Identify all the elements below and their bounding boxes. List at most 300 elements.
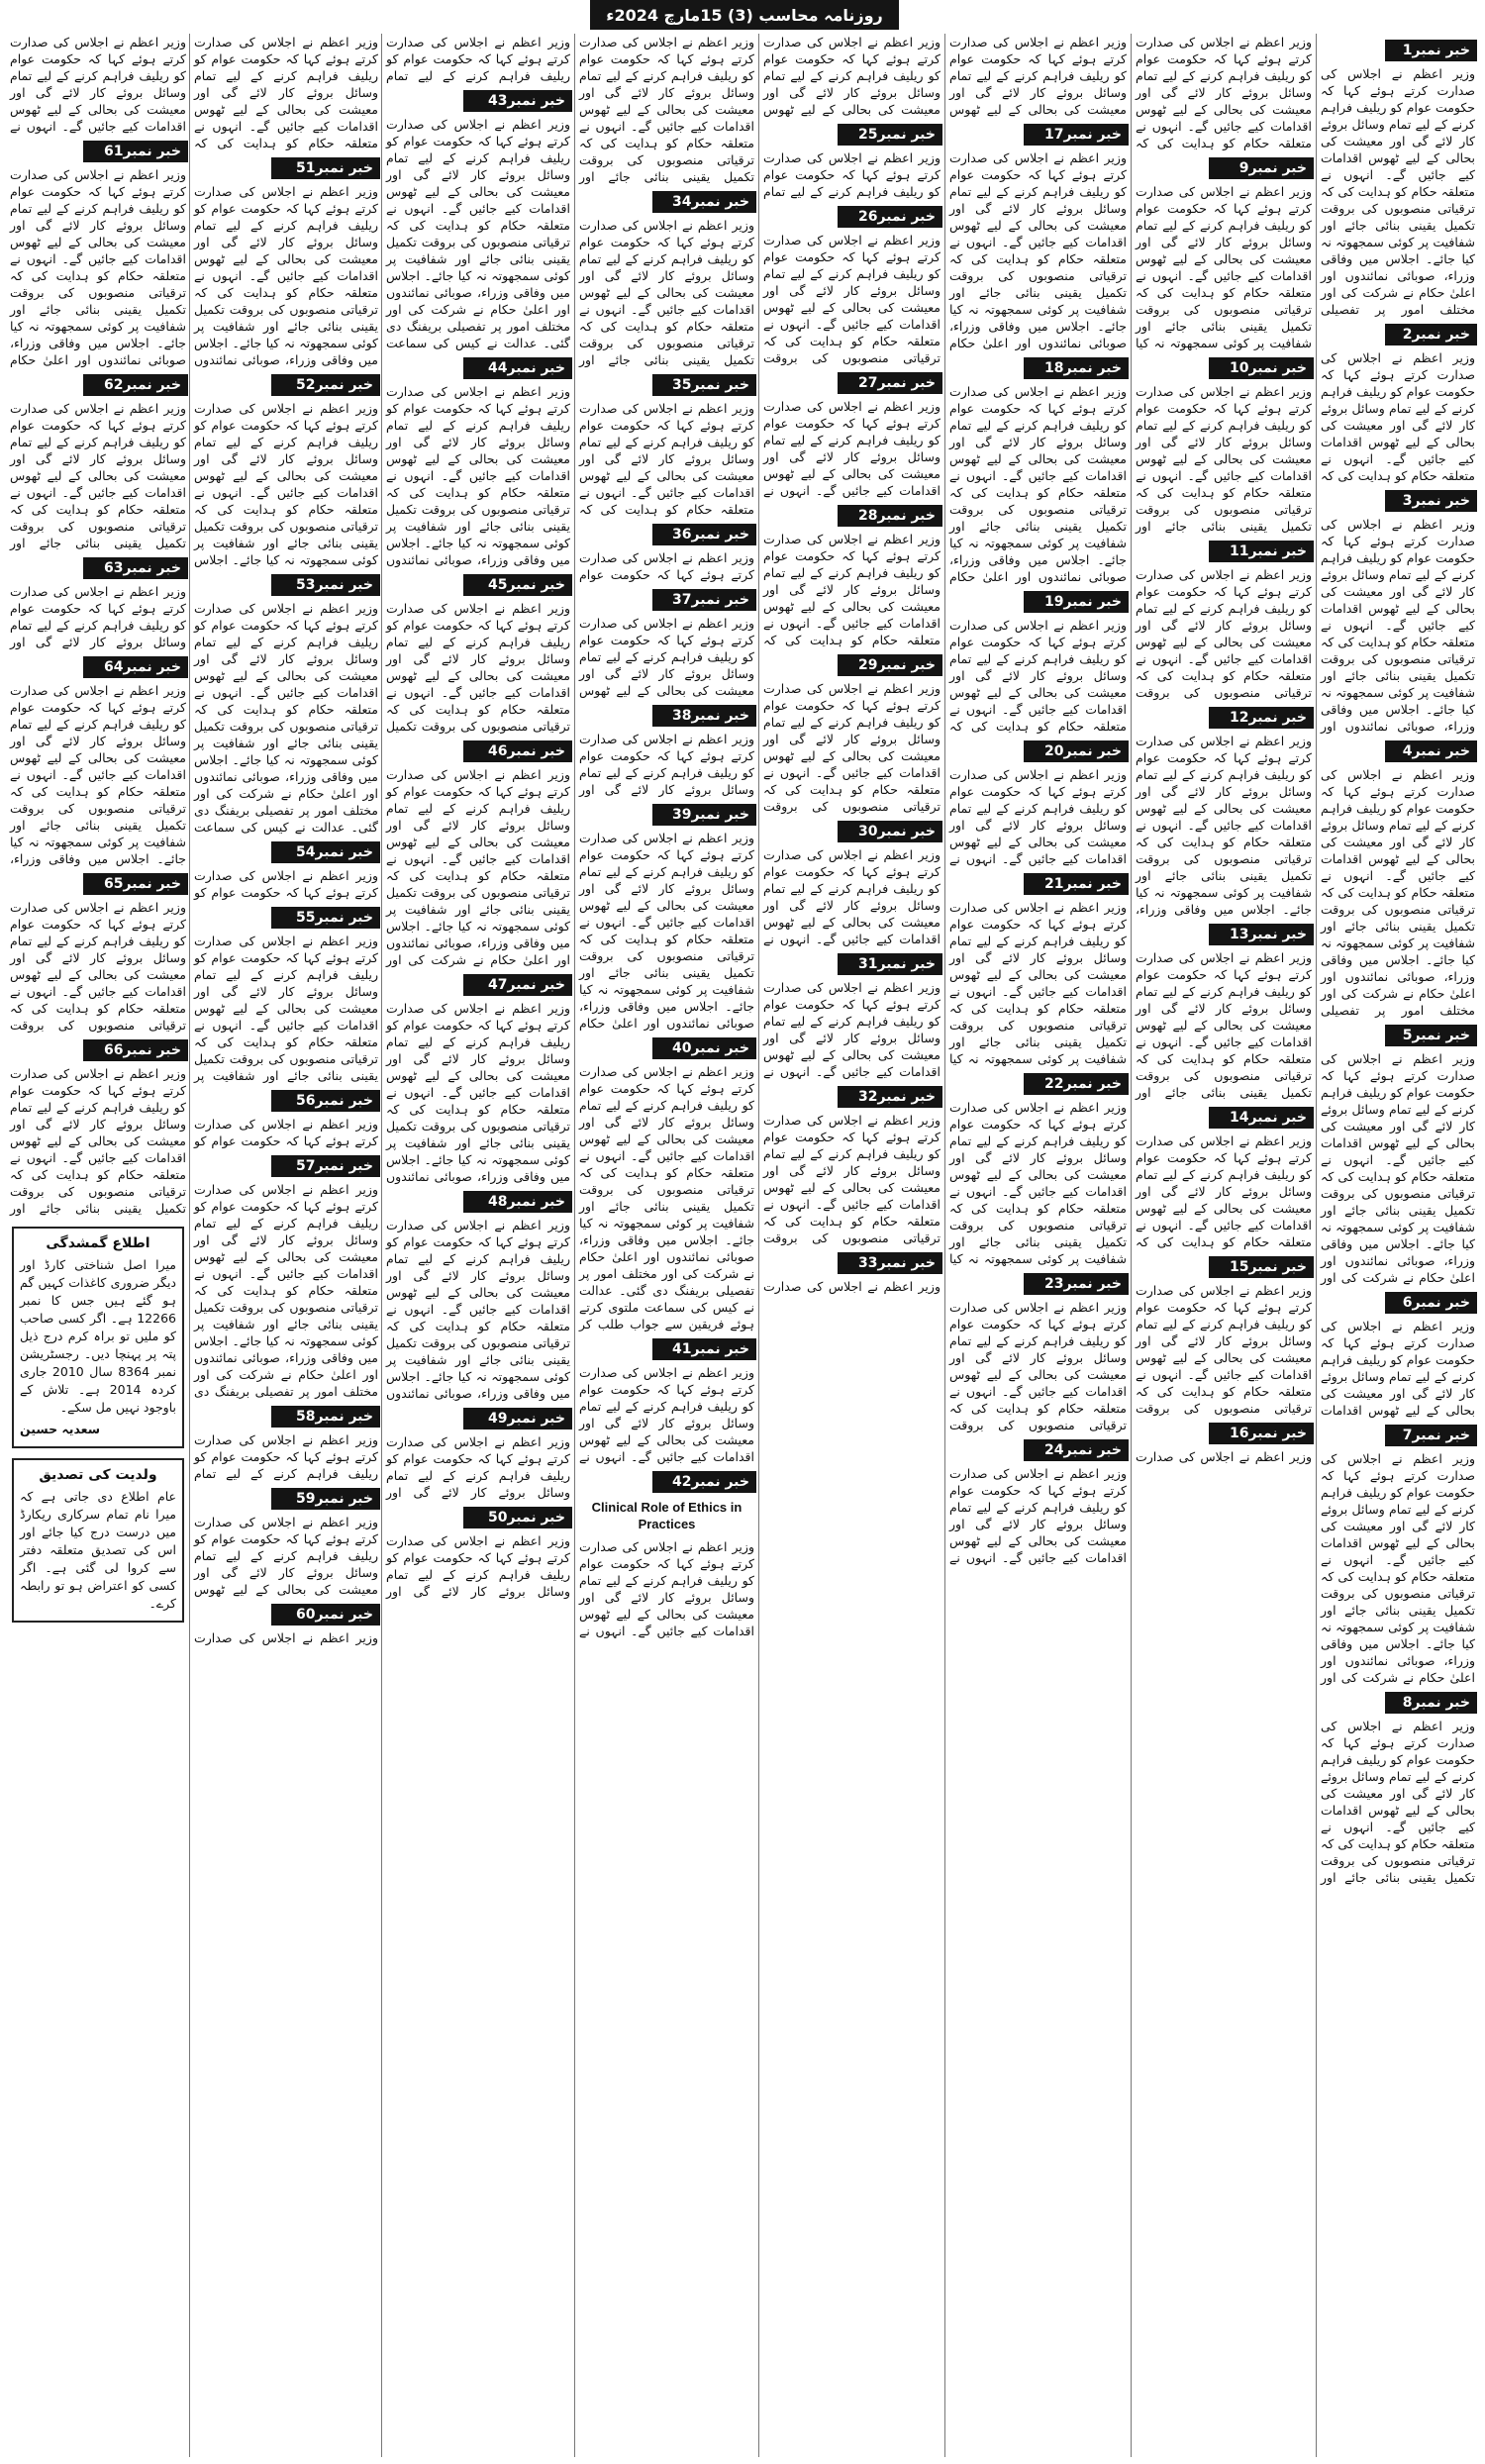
news-body: وزیر اعظم نے اجلاس کی صدارت کرتے ہوئے کہا کہ حکومت عوام کو ریلیف فراہم کرنے کے لیے تمام وسائل بروئے کار لائے گی اور معیشت کی بحالی کے لیے ٹھوس: [763, 35, 940, 117]
news-heading: [1319, 324, 1477, 345]
news-heading: [1134, 1423, 1314, 1444]
news-column-8: [8, 34, 188, 2457]
news-item: [192, 1155, 380, 1400]
news-number-tag: خبر نمبر14: [1209, 1107, 1314, 1129]
news-heading: [947, 1439, 1129, 1461]
news-item: [8, 1039, 188, 1217]
news-number-tag: خبر نمبر2: [1385, 324, 1477, 345]
news-body: وزیر اعظم نے اجلاس کی صدارت کرتے ہوئے کہا کہ حکومت عوام کو ریلیف فراہم کرنے کے لیے تمام وسائل بروئے کار لائے گی اور معیشت کی بحالی کے لیے ٹھوس اقدامات کیے جائیں گے۔ انہوں نے متعلقہ حکام کو ہدایت کی کہ ترقیاتی منصوبوں کی بروقت تکمیل یقینی بنائی جائے اور شفافیت پر کوئی سمجھوتہ نہ کیا جائے۔ اجلاس: [194, 401, 378, 567]
news-body: وزیر اعظم نے اجلاس کی صدارت کرتے ہوئے کہا کہ حکومت عوام کو ریلیف فراہم کرنے کے لیے تمام وسائل بروئے کار لائے گی اور معیشت کی بحالی کے لیے ٹھوس اقدامات کیے جائیں گے۔ انہوں نے متعلقہ حکام کو ہدایت کی کہ ترقیاتی منصوبوں کی بروقت تکمیل یقینی بنائی جائے اور شفافیت پر کوئی سمجھوتہ نہ کیا جائے۔ اجلاس میں وفاقی وزراء، صوبائی نمائندوں اور اعلیٰ حکام نے شرکت کی اور: [1321, 1451, 1475, 1685]
news-heading: [1134, 157, 1314, 179]
news-number-tag: خبر نمبر26: [838, 206, 942, 228]
news-heading: [1134, 707, 1314, 729]
news-heading: [761, 654, 942, 676]
news-heading: [384, 90, 572, 112]
news-number-tag: خبر نمبر39: [652, 804, 756, 826]
news-item: [1319, 1292, 1477, 1419]
news-heading: [384, 357, 572, 379]
news-heading: [761, 953, 942, 975]
news-number-tag: خبر نمبر30: [838, 821, 942, 842]
news-body: وزیر اعظم نے اجلاس کی صدارت کرتے ہوئے کہا کہ حکومت عوام کو ریلیف فراہم کرنے کے لیے تمام وسائل بروئے کار لائے گی اور معیشت کی بحالی کے لیے ٹھوس اقدامات کیے جائیں گے۔ انہوں نے: [763, 847, 940, 946]
news-item: [761, 34, 942, 118]
news-number-tag: خبر نمبر65: [83, 873, 188, 895]
news-number-tag: خبر نمبر57: [271, 1155, 380, 1177]
news-item: [1319, 324, 1477, 484]
news-body: وزیر اعظم نے اجلاس کی صدارت: [763, 1279, 940, 1294]
column-divider: [189, 34, 190, 2457]
news-item: [761, 372, 942, 499]
news-number-tag: خبر نمبر15: [1209, 1256, 1314, 1278]
news-body: وزیر اعظم نے اجلاس کی صدارت کرتے ہوئے کہا کہ حکومت عوام کو ریلیف فراہم کرنے کے لیے تمام وسائل بروئے کار لائے گی اور معیشت کی بحالی کے لیے ٹھوس اقدامات کیے جائیں گے۔ انہوں نے متعلقہ حکام کو ہدایت کی کہ ترقیاتی منصوبوں کی بروقت تکمیل یقینی بنائی جائے اور شفافیت پر کوئی سمجھوتہ نہ کیا جائے۔ اجلاس میں وفاقی وزراء، صوبائی نمائندوں: [386, 1218, 570, 1401]
news-item: [1134, 1107, 1314, 1250]
news-item: [8, 656, 188, 867]
news-number-tag: خبر نمبر51: [271, 157, 380, 179]
news-number-tag: خبر نمبر49: [463, 1408, 572, 1429]
news-body: وزیر اعظم نے اجلاس کی صدارت کرتے ہوئے کہا کہ حکومت عوام کو ریلیف فراہم کرنے کے لیے تمام وسائل بروئے کار لائے گی اور معیشت کی بحالی کے لیے ٹھوس اقدامات کیے جائیں گے۔ انہوں نے متعلقہ حکام کو ہدایت کی کہ: [949, 618, 1127, 734]
news-body: وزیر اعظم نے اجلاس کی صدارت کرتے ہوئے کہا کہ حکومت عوام کو ریلیف فراہم کرنے کے لیے تمام وسائل بروئے کار لائے گی اور معیشت کی بحالی کے لیے ٹھوس اقدامات کیے جائیں گے۔ انہوں نے متعلقہ حکام کو ہدایت کی کہ ترقیاتی منصوبوں کی بروقت: [763, 233, 940, 365]
news-item: [192, 574, 380, 836]
news-body: وزیر اعظم نے اجلاس کی صدارت: [1136, 1449, 1312, 1464]
news-item: [761, 1252, 942, 1295]
news-heading: [192, 1488, 380, 1510]
news-number-tag: خبر نمبر63: [83, 557, 188, 579]
news-item: [8, 557, 188, 650]
news-item: [192, 1406, 380, 1482]
news-column-2: [1134, 34, 1314, 2457]
news-body: وزیر اعظم نے اجلاس کی صدارت کرتے ہوئے کہا کہ حکومت عوام کو ریلیف فراہم کرنے کے لیے تمام وسائل بروئے کار لائے گی اور معیشت کی بحالی کے لیے ٹھوس اقدامات کیے جائیں گے۔ انہوں نے متعلقہ حکام کو ہدایت کی کہ ترقیاتی منصوبوں کی بروقت تکمیل یقینی بنائی جائے اور شفافیت پر کوئی سمجھوتہ نہ کیا جائے۔ اجلاس میں وفاقی وزراء، صوبائی نمائندوں اور اعلیٰ حکام نے شرکت کی اور مختلف امور پر تفصیلی بریفنگ دی: [194, 1182, 378, 1399]
news-number-tag: خبر نمبر7: [1385, 1425, 1477, 1446]
news-body: وزیر اعظم نے اجلاس کی صدارت کرتے ہوئے کہا کہ حکومت عوام کو ریلیف فراہم کرنے کے لیے تمام: [194, 1432, 378, 1481]
news-item: [192, 34, 380, 151]
news-body: وزیر اعظم نے اجلاس کی صدارت کرتے ہوئے کہا کہ حکومت عوام کو ریلیف فراہم کرنے کے لیے تمام وسائل بروئے کار لائے گی اور معیشت کی بحالی کے لیے ٹھوس اقدامات کیے جائیں گے۔ انہوں نے متعلقہ حکام کو ہدایت کی کہ ترقیاتی منصوبوں کی بروقت تکمیل یقینی بنائی جائے اور شفافیت پر کوئی سمجھوتہ نہ کیا جائے۔ اجلاس میں وفاقی وزراء، صوبائی نمائندوں اور اعلیٰ حکام نے شرکت کی اور مختلف امور پر تفصیلی: [1321, 767, 1475, 1018]
news-body: وزیر اعظم نے اجلاس کی صدارت کرتے ہوئے کہا کہ حکومت عوام کو ریلیف فراہم کرنے کے لیے تمام وسائل بروئے کار لائے گی اور معیشت کی بحالی کے لیے ٹھوس: [579, 616, 754, 698]
notice-body: میرا اصل شناختی کارڈ اور دیگر ضروری کاغذات کہیں گم ہو گئے ہیں جس کا نمبر 12266 ہے۔ اگر کسی صاحب کو ملیں تو براہ کرم درج ذیل پتہ پر پہنچا دیں۔ رجسٹریشن نمبر 8364 سال 2010 جاری کردہ 2014 ہے۔ تلاش کے باوجود نہیں مل سکے۔: [20, 1257, 176, 1415]
news-heading: [192, 1090, 380, 1112]
news-item: [1134, 1256, 1314, 1417]
news-heading: [192, 1155, 380, 1177]
news-column-4: [761, 34, 942, 2457]
news-number-tag: خبر نمبر13: [1209, 924, 1314, 945]
news-body: وزیر اعظم نے اجلاس کی صدارت کرتے ہوئے کہا کہ حکومت عوام کو ریلیف فراہم کرنے کے لیے تمام وسائل بروئے کار لائے گی اور معیشت کی بحالی کے لیے ٹھوس اقدامات کیے جائیں گے۔ انہوں نے متعلقہ حکام کو ہدایت کی کہ ترقیاتی منصوبوں کی بروقت تکمیل یقینی بنائی جائے اور شفافیت پر کوئی سمجھوتہ نہ کیا جائے۔ اجلاس میں وفاقی وزراء، صوبائی نمائندوں اور اعلیٰ حکام: [10, 167, 186, 367]
news-heading: [1319, 740, 1477, 762]
news-body: وزیر اعظم نے اجلاس کی صدارت کرتے ہوئے کہا کہ حکومت عوام کو ریلیف فراہم کرنے کے لیے تمام وسائل بروئے کار لائے گی اور معیشت کی بحالی کے لیے ٹھوس اقدامات کیے جائیں گے۔ انہوں نے: [763, 399, 940, 498]
news-body: وزیر اعظم نے اجلاس کی صدارت کرتے ہوئے کہا کہ حکومت عوام: [579, 550, 754, 582]
news-number-tag: خبر نمبر11: [1209, 541, 1314, 562]
news-number-tag: خبر نمبر10: [1209, 357, 1314, 379]
masthead-title: روزنامہ محاسب (3) 15مارچ 2024ء: [590, 0, 899, 30]
news-body: وزیر اعظم نے اجلاس کی صدارت کرتے ہوئے کہا کہ حکومت عوام کو ریلیف فراہم کرنے کے لیے تمام وسائل بروئے کار لائے گی اور معیشت کی بحالی کے لیے ٹھوس اقدامات کیے جائیں گے۔ انہوں نے: [949, 1466, 1127, 1565]
news-number-tag: خبر نمبر18: [1024, 357, 1129, 379]
news-heading: [1319, 1292, 1477, 1314]
news-number-tag: خبر نمبر17: [1024, 124, 1129, 146]
news-body: وزیر اعظم نے اجلاس کی صدارت کرتے ہوئے کہا کہ حکومت عوام کو ریلیف فراہم کرنے کے لیے تمام وسائل بروئے کار لائے گی اور: [386, 1533, 570, 1599]
news-item: [577, 1037, 756, 1332]
news-item: [577, 191, 756, 368]
news-heading: [192, 907, 380, 929]
news-item: [947, 1439, 1129, 1566]
news-body: وزیر اعظم نے اجلاس کی صدارت کرتے ہوئے کہا کہ حکومت عوام کو ریلیف فراہم کرنے کے لیے تمام وسائل بروئے کار لائے گی اور معیشت کی بحالی کے لیے ٹھوس اقدامات: [1321, 1319, 1475, 1418]
news-number-tag: خبر نمبر31: [838, 953, 942, 975]
news-item: [192, 374, 380, 568]
news-number-tag: خبر نمبر56: [271, 1090, 380, 1112]
news-body: وزیر اعظم نے اجلاس کی صدارت کرتے ہوئے کہا کہ حکومت عوام کو ریلیف فراہم کرنے کے لیے تمام وسائل بروئے کار لائے گی اور معیشت کی بحالی کے لیے ٹھوس اقدامات کیے جائیں گے۔ انہوں نے متعلقہ حکام کو ہدایت کی کہ ترقیاتی منصوبوں کی بروقت تکمیل یقینی بنائی جائے اور شفافیت پر کوئی سمجھوتہ نہ کیا جائے۔ اجلاس میں وفاقی وزراء، صوبائی نمائندوں اور اعلیٰ حکام نے شرکت کی اور مختلف امور پر تفصیلی بریفنگ دی گئی۔ عدالت نے کیس کی سماعت ملتوی کرتے ہوئے فریقین سے جواب طلب کر: [579, 1064, 754, 1331]
news-item: [1134, 924, 1314, 1101]
news-number-tag: خبر نمبر3: [1385, 490, 1477, 512]
news-heading: [1134, 1107, 1314, 1129]
news-heading: [8, 141, 188, 162]
notice-body: عام اطلاع دی جاتی ہے کہ میرا نام تمام سرکاری ریکارڈ میں درست درج کیا جائے اور اس کی تصدیق متعلقہ دفتر سے کروا لی گئی ہے۔ اگر کسی کو اعتراض ہو تو رابطہ کرے۔: [20, 1489, 176, 1611]
news-body: وزیر اعظم نے اجلاس کی صدارت کرتے ہوئے کہا کہ حکومت عوام کو ریلیف فراہم کرنے کے لیے تمام وسائل بروئے کار لائے گی اور معیشت کی بحالی کے لیے ٹھوس اقدامات کیے جائیں گے۔ انہوں نے متعلقہ حکام کو ہدایت کی کہ ترقیاتی منصوبوں کی بروقت تکمیل یقینی بنائی جائے اور شفافیت پر: [194, 934, 378, 1083]
news-heading: [577, 1338, 756, 1360]
news-heading: [1134, 357, 1314, 379]
news-item: [761, 821, 942, 947]
news-item: [761, 1086, 942, 1246]
news-body: وزیر اعظم نے اجلاس کی صدارت کرتے ہوئے کہا کہ حکومت عوام کو ریلیف فراہم کرنے کے لیے تمام وسائل بروئے کار لائے گی اور معیشت کی بحالی کے لیے ٹھوس اقدامات کیے جائیں گے۔ انہوں نے: [579, 1539, 754, 1638]
news-heading: [384, 1191, 572, 1213]
news-item: [384, 1408, 572, 1501]
news-item: [8, 34, 188, 135]
news-body: وزیر اعظم نے اجلاس کی صدارت کرتے ہوئے کہا کہ حکومت عوام کو ریلیف فراہم کرنے کے لیے تمام وسائل بروئے کار لائے گی اور معیشت کی بحالی کے لیے ٹھوس اقدامات کیے جائیں گے۔ انہوں نے متعلقہ حکام کو ہدایت کی کہ ترقیاتی منصوبوں کی بروقت تکمیل یقینی بنائی جائے اور: [579, 35, 754, 184]
news-item: [384, 34, 572, 84]
news-heading: [577, 705, 756, 727]
news-number-tag: خبر نمبر59: [271, 1488, 380, 1510]
news-heading: [8, 873, 188, 895]
news-body: وزیر اعظم نے اجلاس کی صدارت کرتے ہوئے کہا کہ حکومت عوام کو ریلیف فراہم کرنے کے لیے تمام وسائل بروئے کار لائے گی اور معیشت کی بحالی کے لیے ٹھوس اقدامات کیے جائیں گے۔ انہوں نے متعلقہ حکام کو ہدایت کی کہ ترقیاتی منصوبوں کی بروقت تکمیل یقینی بنائی جائے اور شفافیت پر کوئی سمجھوتہ نہ کیا جائے۔ اجلاس میں وفاقی وزراء، صوبائی نمائندوں اور اعلیٰ حکام نے شرکت کی اور مختلف امور پر تفصیلی بریفنگ دی گئی۔ عدالت نے کیس کی سماعت: [194, 601, 378, 835]
news-body: وزیر اعظم نے اجلاس کی صدارت کرتے ہوئے کہا کہ حکومت عوام کو ریلیف فراہم کرنے کے لیے تمام وسائل بروئے کار لائے گی اور معیشت کی بحالی کے لیے ٹھوس اقدامات کیے جائیں گے۔ انہوں نے متعلقہ حکام کو ہدایت کی کہ ترقیاتی منصوبوں کی بروقت تکمیل یقینی بنائی جائے اور شفافیت پر کوئی سمجھوتہ نہ کیا جائے۔ اجلاس میں وفاقی وزراء، صوبائی نمائندوں: [386, 384, 570, 567]
news-heading: [192, 1604, 380, 1626]
news-item: [1319, 490, 1477, 735]
news-item: [192, 841, 380, 901]
news-number-tag: خبر نمبر37: [652, 589, 756, 611]
news-column-1: [1319, 34, 1477, 2457]
news-item: [577, 705, 756, 798]
news-heading: [384, 740, 572, 762]
news-heading: [577, 1037, 756, 1059]
news-body: وزیر اعظم نے اجلاس کی صدارت کرتے ہوئے کہا کہ حکومت عوام کو ریلیف فراہم کرنے کے لیے تمام وسائل بروئے کار لائے گی اور معیشت کی بحالی کے لیے ٹھوس اقدامات کیے جائیں گے۔ انہوں نے متعلقہ حکام کو ہدایت کی کہ: [194, 35, 378, 150]
news-heading: [1134, 924, 1314, 945]
news-number-tag: خبر نمبر9: [1209, 157, 1314, 179]
news-item: [1319, 740, 1477, 1019]
news-body: وزیر اعظم نے اجلاس کی صدارت کرتے ہوئے کہا کہ حکومت عوام کو ریلیف فراہم کرنے کے لیے تمام وسائل بروئے کار لائے گی اور معیشت کی بحالی کے لیے ٹھوس اقدامات کیے جائیں گے۔ انہوں نے متعلقہ حکام کو ہدایت کی کہ ترقیاتی منصوبوں کی بروقت تکمیل یقینی بنائی جائے اور: [1136, 950, 1312, 1100]
news-item: [1319, 1692, 1477, 1886]
column-divider: [381, 34, 382, 2457]
news-heading: [192, 157, 380, 179]
news-body: وزیر اعظم نے اجلاس کی صدارت کرتے ہوئے کہا کہ حکومت عوام کو ریلیف فراہم کرنے کے لیے تمام وسائل بروئے کار لائے گی اور معیشت کی بحالی کے لیے ٹھوس اقدامات کیے جائیں گے۔ انہوں نے متعلقہ حکام کو ہدایت کی کہ ترقیاتی منصوبوں کی بروقت تکمیل یقینی بنائی جائے اور: [1321, 1719, 1475, 1885]
news-column-5: [577, 34, 756, 2457]
news-item: [384, 740, 572, 968]
news-body: وزیر اعظم نے اجلاس کی صدارت کرتے ہوئے کہا کہ حکومت عوام کو ریلیف فراہم کرنے کے لیے تمام وسائل بروئے کار لائے گی اور معیشت کی بحالی کے لیے ٹھوس اقدامات کیے جائیں گے۔ انہوں نے متعلقہ حکام کو ہدایت کی کہ ترقیاتی منصوبوں کی بروقت تکمیل: [386, 601, 570, 734]
notice-title: ولدیت کی تصدیق: [39, 1467, 157, 1483]
news-item: [761, 124, 942, 200]
news-item: [577, 374, 756, 518]
news-body: وزیر اعظم نے اجلاس کی صدارت کرتے ہوئے کہا کہ حکومت عوام کو ریلیف فراہم کرنے کے لیے تمام وسائل بروئے کار لائے گی اور معیشت کی بحالی کے لیے ٹھوس اقدامات کیے جائیں گے۔ انہوں نے متعلقہ حکام کو ہدایت کی کہ ترقیاتی منصوبوں کی بروقت: [763, 681, 940, 814]
news-number-tag: خبر نمبر21: [1024, 873, 1129, 895]
news-item: [947, 740, 1129, 867]
news-number-tag: خبر نمبر4: [1385, 740, 1477, 762]
news-heading: [8, 374, 188, 396]
news-heading: [384, 1507, 572, 1528]
news-heading: [192, 1406, 380, 1428]
news-body: وزیر اعظم نے اجلاس کی صدارت کرتے ہوئے کہا کہ حکومت عوام کو ریلیف فراہم کرنے کے لیے تمام وسائل بروئے کار لائے گی اور معیشت کی بحالی کے لیے ٹھوس اقدامات کیے جائیں گے۔ انہوں نے متعلقہ حکام کو ہدایت کی کہ ترقیاتی منصوبوں کی بروقت تکمیل یقینی بنائی جائے اور شفافیت پر کوئی سمجھوتہ نہ کیا جائے۔ اجلاس میں وفاقی وزراء، صوبائی نمائندوں اور اعلیٰ حکام: [949, 384, 1127, 584]
news-heading: [192, 574, 380, 596]
news-heading: [761, 1252, 942, 1274]
news-heading: [761, 821, 942, 842]
news-number-tag: خبر نمبر52: [271, 374, 380, 396]
news-number-tag: خبر نمبر44: [463, 357, 572, 379]
news-item: [384, 574, 572, 735]
news-number-tag: خبر نمبر41: [652, 1338, 756, 1360]
news-number-tag: خبر نمبر25: [838, 124, 942, 146]
classified-notice: [12, 1458, 184, 1623]
news-item: [1134, 157, 1314, 351]
news-heading: [577, 589, 756, 611]
news-number-tag: خبر نمبر50: [463, 1507, 572, 1528]
news-item: [1319, 1425, 1477, 1686]
news-number-tag: خبر نمبر42: [652, 1471, 756, 1493]
news-body: وزیر اعظم نے اجلاس کی صدارت کرتے ہوئے کہا کہ حکومت عوام کو ریلیف فراہم کرنے کے لیے تمام: [386, 35, 570, 83]
news-heading: [577, 191, 756, 213]
news-number-tag: خبر نمبر16: [1209, 1423, 1314, 1444]
news-heading: [192, 374, 380, 396]
news-number-tag: خبر نمبر48: [463, 1191, 572, 1213]
news-heading: [1319, 1692, 1477, 1714]
news-body: وزیر اعظم نے اجلاس کی صدارت کرتے ہوئے کہا کہ حکومت عوام کو ریلیف فراہم کرنے کے لیے تمام وسائل بروئے کار لائے گی اور معیشت کی بحالی کے لیے ٹھوس اقدامات کیے جائیں گے۔ انہوں نے: [949, 767, 1127, 866]
news-heading: [947, 1073, 1129, 1095]
news-body: وزیر اعظم نے اجلاس کی صدارت کرتے ہوئے کہا کہ حکومت عوام کو ریلیف فراہم کرنے کے لیے تمام وسائل بروئے کار لائے گی اور معیشت کی بحالی کے لیے ٹھوس اقدامات کیے جائیں گے۔ انہوں نے متعلقہ حکام کو ہدایت کی کہ ترقیاتی منصوبوں کی بروقت تکمیل یقینی بنائی جائے اور شفافیت پر کوئی سمجھوتہ نہ کیا جائے۔ اجلاس میں وفاقی وزراء، صوبائی نمائندوں: [386, 1001, 570, 1184]
news-body: وزیر اعظم نے اجلاس کی صدارت کرتے ہوئے کہا کہ حکومت عوام کو ریلیف فراہم کرنے کے لیے تمام وسائل بروئے کار لائے گی اور معیشت کی بحالی کے لیے ٹھوس اقدامات کیے جائیں گے۔ انہوں نے متعلقہ حکام کو ہدایت کی کہ ترقیاتی منصوبوں کی بروقت تکمیل یقینی بنائی جائے اور شفافیت پر کوئی سمجھوتہ نہ کیا جائے۔ اجلاس میں وفاقی وزراء،: [1136, 734, 1312, 917]
news-body: وزیر اعظم نے اجلاس کی صدارت کرتے ہوئے کہا کہ حکومت عوام کو ریلیف فراہم کرنے کے لیے تمام وسائل بروئے کار لائے گی اور معیشت کی بحالی کے لیے ٹھوس اقدامات کیے جائیں گے۔ انہوں نے متعلقہ حکام کو ہدایت کی کہ ترقیاتی منصوبوں کی بروقت: [763, 1113, 940, 1245]
news-number-tag: خبر نمبر45: [463, 574, 572, 596]
news-number-tag: خبر نمبر34: [652, 191, 756, 213]
news-item: [384, 357, 572, 568]
news-item: [1134, 357, 1314, 535]
news-heading: [761, 505, 942, 527]
news-heading: [761, 206, 942, 228]
news-number-tag: خبر نمبر20: [1024, 740, 1129, 762]
news-item: [577, 1338, 756, 1465]
news-number-tag: خبر نمبر24: [1024, 1439, 1129, 1461]
news-body: وزیر اعظم نے اجلاس کی صدارت کرتے ہوئے کہا کہ حکومت عوام کو ریلیف فراہم کرنے کے لیے تمام وسائل بروئے کار لائے گی اور معیشت کی بحالی کے لیے ٹھوس اقدامات کیے جائیں گے۔ انہوں نے متعلقہ حکام کو ہدایت کی کہ: [579, 401, 754, 517]
news-heading: [1319, 1425, 1477, 1446]
news-heading: [384, 974, 572, 996]
news-item: [761, 654, 942, 815]
news-heading: [1319, 40, 1477, 61]
news-body: وزیر اعظم نے اجلاس کی صدارت کرتے ہوئے کہا کہ حکومت عوام کو ریلیف فراہم کرنے کے لیے تمام وسائل بروئے کار لائے گی اور معیشت کی بحالی کے لیے ٹھوس اقدامات کیے جائیں گے۔ انہوں نے متعلقہ حکام کو ہدایت کی کہ ترقیاتی منصوبوں کی بروقت: [10, 900, 186, 1033]
news-heading: [947, 740, 1129, 762]
news-body: وزیر اعظم نے اجلاس کی صدارت کرتے ہوئے کہا کہ حکومت عوام کو ریلیف فراہم کرنے کے لیے تمام وسائل بروئے کار لائے گی اور معیشت کی بحالی کے لیے ٹھوس اقدامات کیے جائیں گے۔ انہوں نے: [763, 980, 940, 1079]
news-heading: [947, 591, 1129, 613]
news-heading: [761, 372, 942, 394]
news-item: [1134, 1423, 1314, 1465]
news-number-tag: خبر نمبر22: [1024, 1073, 1129, 1095]
news-item: [577, 34, 756, 185]
news-number-tag: خبر نمبر38: [652, 705, 756, 727]
news-heading: [947, 124, 1129, 146]
column-divider: [1316, 34, 1317, 2457]
news-heading: [1134, 541, 1314, 562]
news-body: وزیر اعظم نے اجلاس کی صدارت کرتے ہوئے کہا کہ حکومت عوام کو ریلیف فراہم کرنے کے لیے تمام وسائل بروئے کار لائے گی اور معیشت کی بحالی کے لیے ٹھوس اقدامات کیے جائیں گے۔ انہوں نے: [10, 35, 186, 134]
news-heading: [384, 1408, 572, 1429]
news-body: وزیر اعظم نے اجلاس کی صدارت کرتے ہوئے کہا کہ حکومت عوام کو ریلیف فراہم کرنے کے لیے تمام وسائل بروئے کار لائے گی اور معیشت کی بحالی کے لیے ٹھوس اقدامات کیے جائیں گے۔ انہوں نے متعلقہ حکام کو ہدایت کی کہ: [1321, 350, 1475, 483]
news-number-tag: خبر نمبر36: [652, 524, 756, 545]
column-divider: [944, 34, 945, 2457]
notice-signature: سعدیہ حسین: [20, 1422, 101, 1436]
news-body: وزیر اعظم نے اجلاس کی صدارت کرتے ہوئے کہا کہ حکومت عوام کو ریلیف فراہم کرنے کے لیے تمام وسائل بروئے کار لائے گی اور معیشت کی بحالی کے لیے ٹھوس اقدامات کیے جائیں گے۔ انہوں نے متعلقہ حکام کو ہدایت کی کہ ترقیاتی منصوبوں کی بروقت تکمیل یقینی بنائی جائے اور: [1136, 384, 1312, 534]
news-heading: [8, 656, 188, 678]
news-number-tag: خبر نمبر23: [1024, 1273, 1129, 1295]
column-divider: [758, 34, 759, 2457]
news-body: وزیر اعظم نے اجلاس کی صدارت کرتے ہوئے کہا کہ حکومت عوام کو ریلیف فراہم کرنے کے لیے تمام وسائل بروئے کار لائے گی اور معیشت کی بحالی کے لیے ٹھوس اقدامات کیے جائیں گے۔ انہوں نے متعلقہ حکام کو ہدایت کی کہ ترقیاتی منصوبوں کی بروقت: [949, 1300, 1127, 1432]
news-item: [384, 974, 572, 1185]
news-number-tag: خبر نمبر40: [652, 1037, 756, 1059]
news-item: [577, 524, 756, 583]
news-number-tag: خبر نمبر62: [83, 374, 188, 396]
news-body: وزیر اعظم نے اجلاس کی صدارت کرتے ہوئے کہا کہ حکومت عوام کو ریلیف فراہم کرنے کے لیے تمام وسائل بروئے کار لائے گی اور معیشت کی بحالی کے لیے ٹھوس اقدامات کیے جائیں گے۔ انہوں نے متعلقہ حکام کو ہدایت کی کہ ترقیاتی منصوبوں کی بروقت تکمیل یقینی بنائی جائے اور شفافیت پر کوئی سمجھوتہ نہ کیا: [1136, 184, 1312, 350]
news-item: [192, 907, 380, 1084]
news-item: [1134, 707, 1314, 918]
news-body: وزیر اعظم نے اجلاس کی صدارت کرتے ہوئے کہا کہ حکومت عوام کو ریلیف فراہم کرنے کے لیے تمام وسائل بروئے کار لائے گی اور معیشت کی بحالی کے لیے ٹھوس اقدامات کیے جائیں گے۔ انہوں نے: [579, 1365, 754, 1464]
news-item: [577, 1471, 756, 1639]
news-body: وزیر اعظم نے اجلاس کی صدارت کرتے ہوئے کہا کہ حکومت عوام کو ریلیف فراہم کرنے کے لیے تمام وسائل بروئے کار لائے گی اور: [386, 1434, 570, 1500]
news-number-tag: خبر نمبر66: [83, 1039, 188, 1061]
news-number-tag: خبر نمبر43: [463, 90, 572, 112]
news-body: وزیر اعظم نے اجلاس کی صدارت: [194, 1630, 378, 1645]
news-body: وزیر اعظم نے اجلاس کی صدارت کرتے ہوئے کہا کہ حکومت عوام کو ریلیف فراہم کرنے کے لیے تمام وسائل بروئے کار لائے گی اور معیشت کی بحالی کے لیے ٹھوس: [194, 1515, 378, 1597]
news-heading: [1319, 490, 1477, 512]
news-item: [947, 1073, 1129, 1267]
news-number-tag: خبر نمبر27: [838, 372, 942, 394]
news-body: وزیر اعظم نے اجلاس کی صدارت کرتے ہوئے کہا کہ حکومت عوام کو ریلیف فراہم کرنے کے لیے تمام وسائل بروئے کار لائے گی اور: [10, 584, 186, 649]
news-number-tag: خبر نمبر28: [838, 505, 942, 527]
news-body: وزیر اعظم نے اجلاس کی صدارت کرتے ہوئے کہا کہ حکومت عوام کو ریلیف فراہم کرنے کے لیے تمام وسائل بروئے کار لائے گی اور معیشت کی بحالی کے لیے ٹھوس اقدامات کیے جائیں گے۔ انہوں نے متعلقہ حکام کو ہدایت کی کہ ترقیاتی منصوبوں کی بروقت تکمیل یقینی بنائی جائے اور شفافیت پر کوئی سمجھوتہ نہ کیا: [949, 900, 1127, 1066]
news-body: وزیر اعظم نے اجلاس کی صدارت کرتے ہوئے کہا کہ حکومت عوام کو ریلیف فراہم کرنے کے لیے تمام وسائل بروئے کار لائے گی اور معیشت کی بحالی کے لیے ٹھوس اقدامات کیے جائیں گے۔ انہوں نے متعلقہ حکام کو ہدایت کی کہ: [1136, 1133, 1312, 1249]
news-heading: [577, 1471, 756, 1493]
english-title: Clinical Role of Ethics in Practices: [591, 1500, 742, 1531]
news-item: [192, 1090, 380, 1149]
news-body: وزیر اعظم نے اجلاس کی صدارت کرتے ہوئے کہا کہ حکومت عوام کو ریلیف فراہم کرنے کے لیے تمام وسائل بروئے کار لائے گی اور معیشت کی بحالی کے لیے ٹھوس اقدامات کیے جائیں گے۔ انہوں نے متعلقہ حکام کو ہدایت کی کہ ترقیاتی منصوبوں کی بروقت تکمیل یقینی بنائی جائے اور شفافیت پر کوئی سمجھوتہ نہ کیا جائے۔ اجلاس میں وفاقی وزراء، صوبائی نمائندوں اور اعلیٰ حکام: [949, 150, 1127, 350]
notice-title: اطلاع گمشدگی: [46, 1235, 150, 1251]
news-item: [577, 804, 756, 1032]
news-heading: [577, 804, 756, 826]
news-heading: [947, 873, 1129, 895]
news-body: وزیر اعظم نے اجلاس کی صدارت کرتے ہوئے کہا کہ حکومت عوام کو ریلیف فراہم کرنے کے لیے تمام وسائل بروئے کار لائے گی اور معیشت کی بحالی کے لیے ٹھوس اقدامات کیے جائیں گے۔ انہوں نے متعلقہ حکام کو ہدایت کی کہ ترقیاتی منصوبوں کی بروقت تکمیل یقینی بنائی جائے اور شفافیت پر کوئی سمجھوتہ نہ کیا جائے۔ اجلاس میں وفاقی وزراء، صوبائی نمائندوں اور اعلیٰ حکام نے شرکت کی اور: [1321, 1051, 1475, 1285]
news-heading: [192, 841, 380, 863]
news-item: [384, 1507, 572, 1600]
news-item: [384, 90, 572, 351]
news-heading: [8, 557, 188, 579]
news-number-tag: خبر نمبر8: [1385, 1692, 1477, 1714]
news-number-tag: خبر نمبر64: [83, 656, 188, 678]
news-body: وزیر اعظم نے اجلاس کی صدارت کرتے ہوئے کہا کہ حکومت عوام کو ریلیف فراہم کرنے کے لیے تمام وسائل بروئے کار لائے گی اور معیشت کی بحالی کے لیے ٹھوس اقدامات کیے جائیں گے۔ انہوں نے متعلقہ حکام کو ہدایت کی کہ ترقیاتی منصوبوں کی بروقت: [1136, 1283, 1312, 1416]
news-column-7: [192, 34, 380, 2457]
news-item: [192, 1488, 380, 1598]
news-body: وزیر اعظم نے اجلاس کی صدارت کرتے ہوئے کہا کہ حکومت عوام کو ریلیف فراہم کرنے کے لیے تمام وسائل بروئے کار لائے گی اور معیشت کی بحالی کے لیے ٹھوس: [949, 35, 1127, 117]
news-number-tag: خبر نمبر29: [838, 654, 942, 676]
news-number-tag: خبر نمبر12: [1209, 707, 1314, 729]
news-heading: [577, 374, 756, 396]
news-number-tag: خبر نمبر54: [271, 841, 380, 863]
news-item: [1134, 541, 1314, 701]
news-body: وزیر اعظم نے اجلاس کی صدارت کرتے ہوئے کہا کہ حکومت عوام کو ریلیف فراہم کرنے کے لیے تمام وسائل بروئے کار لائے گی اور معیشت کی بحالی کے لیے ٹھوس اقدامات کیے جائیں گے۔ انہوں نے متعلقہ حکام کو ہدایت کی کہ ترقیاتی منصوبوں کی بروقت تکمیل یقینی بنائی جائے اور شفافیت پر کوئی سمجھوتہ نہ کیا جائے۔ اجلاس میں وفاقی وزراء، صوبائی نمائندوں اور اعلیٰ حکام نے شرکت کی اور: [386, 767, 570, 967]
news-heading: [1319, 1025, 1477, 1046]
news-heading: [761, 1086, 942, 1108]
news-item: [1319, 40, 1477, 318]
news-number-tag: خبر نمبر19: [1024, 591, 1129, 613]
news-number-tag: خبر نمبر60: [271, 1604, 380, 1626]
news-item: [192, 1604, 380, 1646]
news-body: وزیر اعظم نے اجلاس کی صدارت کرتے ہوئے کہا کہ حکومت عوام کو: [194, 868, 378, 900]
news-body: وزیر اعظم نے اجلاس کی صدارت کرتے ہوئے کہا کہ حکومت عوام کو ریلیف فراہم کرنے کے لیے تمام وسائل بروئے کار لائے گی اور معیشت کی بحالی کے لیے ٹھوس اقدامات کیے جائیں گے۔ انہوں نے متعلقہ حکام کو ہدایت کی کہ: [763, 532, 940, 647]
news-heading: [8, 1039, 188, 1061]
news-number-tag: خبر نمبر61: [83, 141, 188, 162]
news-number-tag: خبر نمبر35: [652, 374, 756, 396]
news-number-tag: خبر نمبر6: [1385, 1292, 1477, 1314]
news-item: [1134, 34, 1314, 151]
news-number-tag: خبر نمبر5: [1385, 1025, 1477, 1046]
news-body: وزیر اعظم نے اجلاس کی صدارت کرتے ہوئے کہا کہ حکومت عوام کو ریلیف فراہم کرنے کے لیے تمام وسائل بروئے کار لائے گی اور معیشت کی بحالی کے لیے ٹھوس اقدامات کیے جائیں گے۔ انہوں نے متعلقہ حکام کو ہدایت کی کہ ترقیاتی منصوبوں کی بروقت تکمیل یقینی بنائی جائے اور شفافیت پر کوئی سمجھوتہ نہ کیا جائے۔ اجلاس میں وفاقی وزراء، صوبائی نمائندوں اور اعلیٰ حکام: [579, 831, 754, 1031]
news-item: [947, 34, 1129, 118]
news-column-3: [947, 34, 1129, 2457]
news-body: وزیر اعظم نے اجلاس کی صدارت کرتے ہوئے کہا کہ حکومت عوام کو ریلیف فراہم کرنے کے لیے تمام وسائل بروئے کار لائے گی اور معیشت کی بحالی کے لیے ٹھوس اقدامات کیے جائیں گے۔ انہوں نے متعلقہ حکام کو ہدایت کی کہ ترقیاتی منصوبوں کی بروقت تکمیل یقینی بنائی جائے اور شفافیت پر کوئی سمجھوتہ نہ کیا جائے۔ اجلاس میں وفاقی وزراء، صوبائی نمائندوں اور اعلیٰ حکام نے شرکت کی اور مختلف امور پر تفصیلی بریفنگ دی گئی۔ عدالت نے کیس کی سماعت: [386, 117, 570, 350]
news-number-tag: خبر نمبر53: [271, 574, 380, 596]
news-number-tag: خبر نمبر33: [838, 1252, 942, 1274]
column-divider: [1131, 34, 1132, 2457]
classified-notice: [12, 1227, 184, 1448]
news-body: وزیر اعظم نے اجلاس کی صدارت کرتے ہوئے کہا کہ حکومت عوام کو ریلیف فراہم کرنے کے لیے تمام وسائل بروئے کار لائے گی اور معیشت کی بحالی کے لیے ٹھوس اقدامات کیے جائیں گے۔ انہوں نے متعلقہ حکام کو ہدایت کی کہ ترقیاتی منصوبوں کی بروقت تکمیل یقینی بنائی جائے اور شفافیت پر کوئی سمجھوتہ نہ کیا جائے۔ اجلاس میں وفاقی وزراء، صوبائی نمائندوں اور: [1321, 517, 1475, 734]
news-item: [761, 953, 942, 1080]
news-item: [947, 591, 1129, 735]
news-body: وزیر اعظم نے اجلاس کی صدارت کرتے ہوئے کہا کہ حکومت عوام کو ریلیف فراہم کرنے کے لیے تمام وسائل بروئے کار لائے گی اور معیشت کی بحالی کے لیے ٹھوس اقدامات کیے جائیں گے۔ انہوں نے متعلقہ حکام کو ہدایت کی کہ ترقیاتی منصوبوں کی بروقت تکمیل یقینی بنائی جائے اور شفافیت پر کوئی سمجھوتہ نہ کیا جائے۔ اجلاس میں وفاقی وزراء، صوبائی نمائندوں: [194, 184, 378, 367]
news-body: وزیر اعظم نے اجلاس کی صدارت کرتے ہوئے کہا کہ حکومت عوام کو ریلیف فراہم کرنے کے لیے تمام وسائل بروئے کار لائے گی اور معیشت کی بحالی کے لیے ٹھوس اقدامات کیے جائیں گے۔ انہوں نے متعلقہ حکام کو ہدایت کی کہ ترقیاتی منصوبوں کی بروقت تکمیل یقینی بنائی جائے اور شفافیت پر کوئی سمجھوتہ نہ کیا جائے۔ اجلاس میں وفاقی وزراء، صوبائی نمائندوں اور اعلیٰ حکام نے شرکت کی اور مختلف امور پر تفصیلی: [1321, 66, 1475, 317]
news-body: وزیر اعظم نے اجلاس کی صدارت کرتے ہوئے کہا کہ حکومت عوام کو ریلیف فراہم کرنے کے لیے تمام وسائل بروئے کار لائے گی اور معیشت کی بحالی کے لیے ٹھوس اقدامات کیے جائیں گے۔ انہوں نے متعلقہ حکام کو ہدایت کی کہ ترقیاتی منصوبوں کی بروقت تکمیل یقینی بنائی جائے اور: [10, 401, 186, 550]
news-item: [384, 1191, 572, 1402]
news-column-6: [384, 34, 572, 2457]
news-heading: [1134, 1256, 1314, 1278]
news-item: [192, 157, 380, 368]
news-number-tag: خبر نمبر58: [271, 1406, 380, 1428]
news-body: وزیر اعظم نے اجلاس کی صدارت کرتے ہوئے کہا کہ حکومت عوام کو ریلیف فراہم کرنے کے لیے تمام وسائل بروئے کار لائے گی اور معیشت کی بحالی کے لیے ٹھوس اقدامات کیے جائیں گے۔ انہوں نے متعلقہ حکام کو ہدایت کی کہ ترقیاتی منصوبوں کی بروقت تکمیل یقینی بنائی جائے اور: [579, 218, 754, 367]
news-heading: [577, 524, 756, 545]
news-item: [577, 589, 756, 699]
news-item: [947, 873, 1129, 1067]
news-number-tag: خبر نمبر55: [271, 907, 380, 929]
news-number-tag: خبر نمبر47: [463, 974, 572, 996]
news-number-tag: خبر نمبر32: [838, 1086, 942, 1108]
news-item: [947, 1273, 1129, 1433]
news-item: [761, 206, 942, 366]
news-body: وزیر اعظم نے اجلاس کی صدارت کرتے ہوئے کہا کہ حکومت عوام کو ریلیف فراہم کرنے کے لیے تمام وسائل بروئے کار لائے گی اور معیشت کی بحالی کے لیے ٹھوس اقدامات کیے جائیں گے۔ انہوں نے متعلقہ حکام کو ہدایت کی کہ ترقیاتی منصوبوں کی بروقت تکمیل یقینی بنائی جائے اور شفافیت پر کوئی سمجھوتہ نہ کیا: [949, 1100, 1127, 1266]
news-item: [761, 505, 942, 648]
column-divider: [574, 34, 575, 2457]
news-heading: [384, 574, 572, 596]
news-body: وزیر اعظم نے اجلاس کی صدارت کرتے ہوئے کہا کہ حکومت عوام کو: [194, 1117, 378, 1148]
news-number-tag: خبر نمبر1: [1385, 40, 1477, 61]
news-body: وزیر اعظم نے اجلاس کی صدارت کرتے ہوئے کہا کہ حکومت عوام کو ریلیف فراہم کرنے کے لیے تمام وسائل بروئے کار لائے گی اور: [579, 732, 754, 797]
news-item: [8, 873, 188, 1034]
news-item: [947, 357, 1129, 585]
news-heading: [947, 1273, 1129, 1295]
news-body: وزیر اعظم نے اجلاس کی صدارت کرتے ہوئے کہا کہ حکومت عوام کو ریلیف فراہم کرنے کے لیے تمام: [763, 150, 940, 199]
news-heading: [947, 357, 1129, 379]
news-body: وزیر اعظم نے اجلاس کی صدارت کرتے ہوئے کہا کہ حکومت عوام کو ریلیف فراہم کرنے کے لیے تمام وسائل بروئے کار لائے گی اور معیشت کی بحالی کے لیے ٹھوس اقدامات کیے جائیں گے۔ انہوں نے متعلقہ حکام کو ہدایت کی کہ ترقیاتی منصوبوں کی بروقت تکمیل یقینی بنائی جائے اور: [10, 1066, 186, 1216]
news-body: وزیر اعظم نے اجلاس کی صدارت کرتے ہوئے کہا کہ حکومت عوام کو ریلیف فراہم کرنے کے لیے تمام وسائل بروئے کار لائے گی اور معیشت کی بحالی کے لیے ٹھوس اقدامات کیے جائیں گے۔ انہوں نے متعلقہ حکام کو ہدایت کی کہ ترقیاتی منصوبوں کی بروقت: [1136, 567, 1312, 700]
news-item: [947, 124, 1129, 351]
news-body: وزیر اعظم نے اجلاس کی صدارت کرتے ہوئے کہا کہ حکومت عوام کو ریلیف فراہم کرنے کے لیے تمام وسائل بروئے کار لائے گی اور معیشت کی بحالی کے لیے ٹھوس اقدامات کیے جائیں گے۔ انہوں نے متعلقہ حکام کو ہدایت کی کہ ترقیاتی منصوبوں کی بروقت تکمیل یقینی بنائی جائے اور شفافیت پر کوئی سمجھوتہ نہ کیا جائے۔ اجلاس میں وفاقی وزراء،: [10, 683, 186, 866]
news-heading: [761, 124, 942, 146]
news-item: [8, 141, 188, 368]
news-item: [8, 374, 188, 551]
news-number-tag: خبر نمبر46: [463, 740, 572, 762]
